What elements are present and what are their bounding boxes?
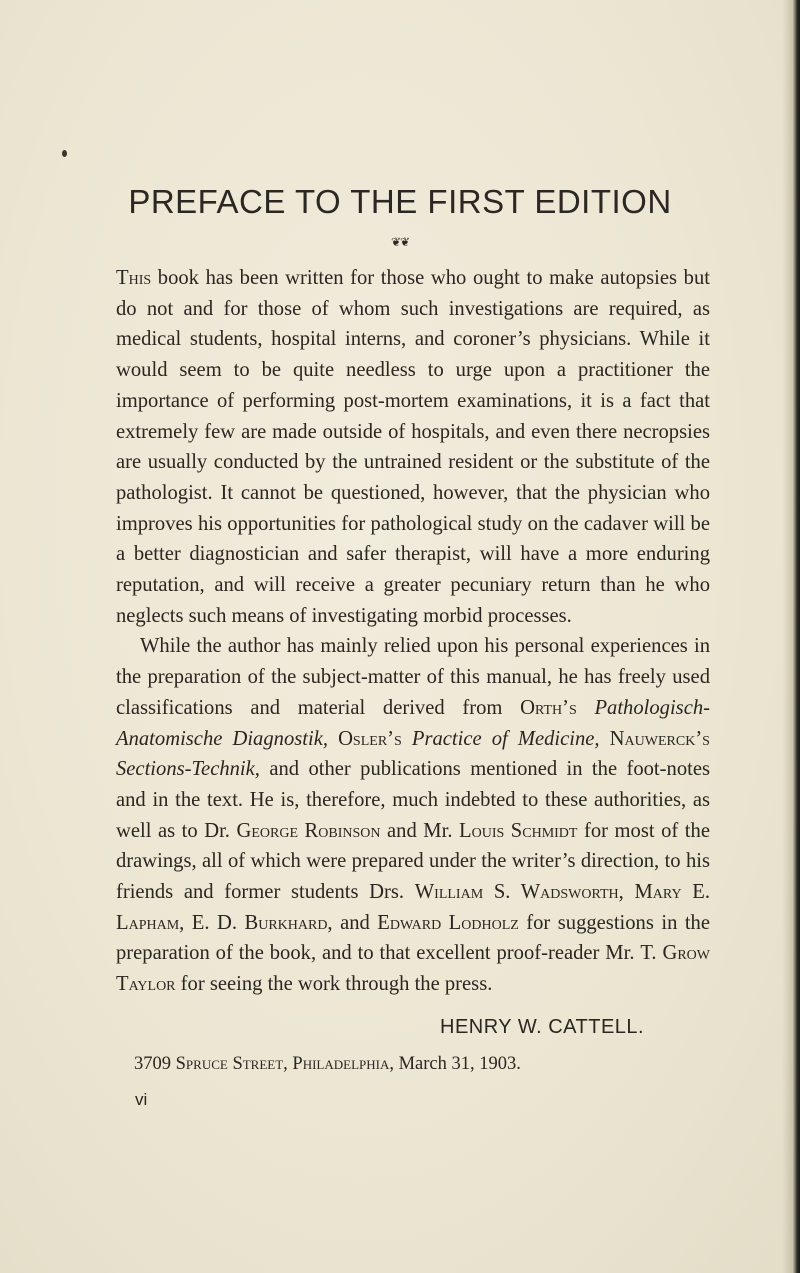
ink-spot	[62, 150, 67, 157]
text-run	[600, 728, 610, 750]
text-run: and	[332, 911, 378, 934]
ornament-fleuron: ❦❦	[390, 235, 410, 249]
paragraph-1	[116, 263, 710, 631]
person-name: Edward Lodholz	[377, 911, 519, 934]
text-run	[328, 728, 338, 750]
address-line	[134, 1054, 521, 1075]
person-name: T. Grow Taylor	[116, 942, 710, 996]
person-name: George Robinson	[236, 819, 381, 842]
text-run: and other publications mentioned in the foot-notes and in the text. He is, therefore, much indebted to these authorities, as well as to Dr.	[116, 758, 710, 842]
book-title: Sections-Technik,	[116, 758, 260, 781]
street-city: Spruce Street, Philadelphia,	[175, 1054, 394, 1074]
text-run: and Mr.	[380, 819, 460, 842]
author-signature: HENRY W. CATTELL.	[440, 1016, 645, 1038]
author-name: Nauwerck’s	[609, 727, 710, 750]
lead-word: This	[116, 267, 152, 289]
text-run: While the author has mainly relied upon his personal experiences in the preparation of the subject-matter of this manual, he has freely used classifications and material derived from	[116, 635, 710, 719]
page-number: vi	[135, 1090, 148, 1109]
text-run	[402, 728, 412, 750]
book-title: Practice of Medicine,	[411, 727, 600, 750]
person-name: William S. Wadsworth, Mary E. Lapham, E. D. Burkhard,	[116, 881, 710, 934]
text-run: for suggestions in the preparation of the book, and to that excellent proof-reader Mr.	[116, 911, 710, 965]
street-number: 3709	[134, 1054, 171, 1074]
author-name: Orth’s	[520, 696, 577, 719]
preface-body	[116, 263, 710, 1000]
book-title: Pathologisch-Anatomische Diagnostik,	[116, 696, 710, 750]
person-name: Louis Schmidt	[459, 819, 578, 842]
paragraph-1-text: book has been written for those who ought to make autopsies but do not and for those of whom such investigations are required, as medical students, hospital interns, and coroner’s physicians. While it would seem to be quite needless to urge upon a practitioner the importance of performing post-mortem examinations, it is a fact that extremely few are made outside of hospitals, and even there necropsies are usually conducted by the untrained resident or the substitute of the pathologist. It cannot be questioned, however, that the physician who improves his opportunities for pathological study on the cadaver will be a better diagnostician and safer therapist, will have a more enduring reputation, and will receive a greater pecuniary return than he who neglects such means of investigating morbid processes.	[116, 267, 710, 627]
text-run: for seeing the work through the press.	[175, 973, 493, 996]
text-run: for most of the drawings, all of which were prepared under the writer’s direction, to his friends and former students Drs.	[116, 819, 710, 904]
paragraph-2	[116, 631, 710, 999]
page-title: PREFACE TO THE FIRST EDITION	[128, 183, 672, 220]
text-run	[577, 697, 595, 719]
author-name: Osler’s	[338, 727, 402, 750]
date: March 31, 1903.	[398, 1054, 521, 1074]
